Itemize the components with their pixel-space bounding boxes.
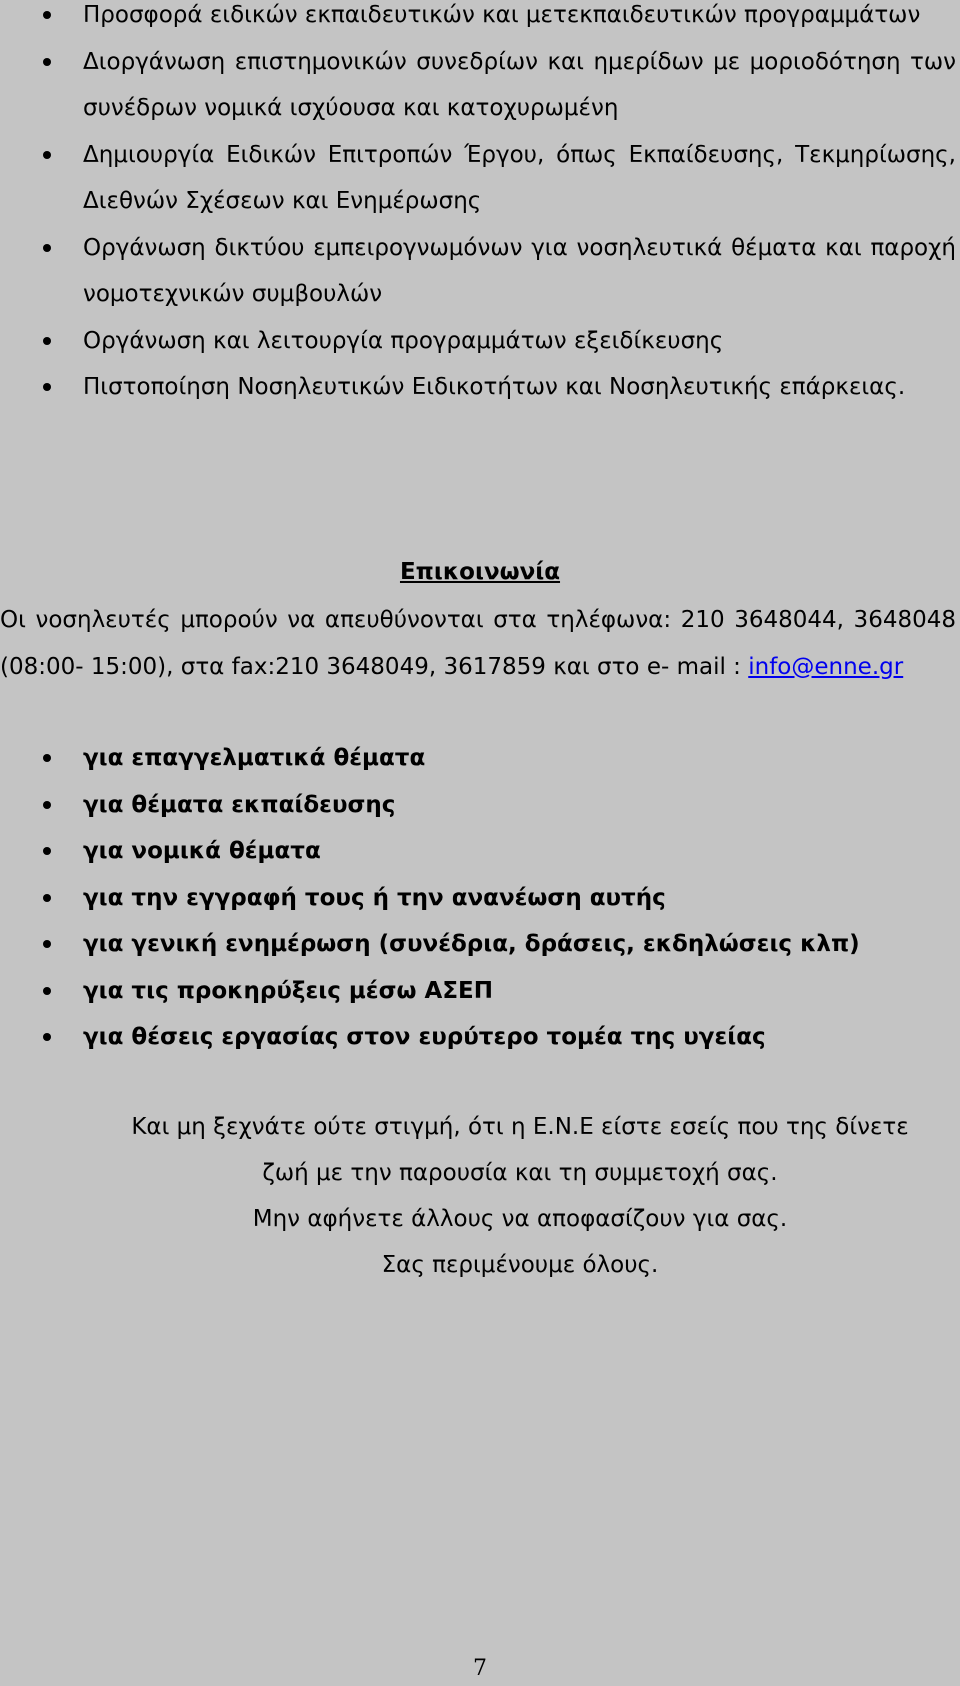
closing-line: Μην αφήνετε άλλους να αποφασίζουν για σας. [252, 1206, 788, 1232]
list-item: Προσφορά ειδικών εκπαιδευτικών και μετεκπαιδευτικών προγραμμάτων [0, 0, 960, 39]
list-item: για νομικά θέματα [0, 828, 960, 875]
list-item: για επαγγελματικά θέματα [0, 735, 960, 782]
closing-line: Και μη ξεχνάτε ούτε στιγμή, ότι η Ε.Ν.Ε είστε εσείς που της δίνετε [131, 1114, 909, 1140]
bullet-icon [40, 921, 54, 968]
bullet-icon [40, 875, 54, 922]
bullet-icon [40, 735, 54, 782]
services-list [0, 0, 960, 411]
bullet-icon [40, 318, 54, 365]
topics-list [0, 735, 960, 1061]
list-item: Διοργάνωση επιστημονικών συνεδρίων και ημερίδων με μοριοδότηση των συνέδρων νομικά ισχύουσα και κατοχυρωμένη [0, 39, 960, 132]
bullet-icon [40, 39, 54, 86]
list-item: Δημιουργία Ειδικών Επιτροπών Έργου, όπως Εκπαίδευσης, Τεκμηρίωσης, Διεθνών Σχέσεων και Ενημέρωσης [0, 132, 960, 225]
bullet-icon [40, 132, 54, 179]
closing-message [0, 1104, 960, 1288]
bullet-icon [40, 782, 54, 829]
list-item: Πιστοποίηση Νοσηλευτικών Ειδικοτήτων και Νοσηλευτικής επάρκειας. [0, 364, 960, 411]
contact-heading: Επικοινωνία [399, 559, 561, 585]
list-item: για γενική ενημέρωση (συνέδρια, δράσεις, εκδηλώσεις κλπ) [0, 921, 960, 968]
list-item: για θέσεις εργασίας στον ευρύτερο τομέα της υγείας [0, 1014, 960, 1061]
bullet-icon [40, 1014, 54, 1061]
bullet-icon [40, 225, 54, 272]
list-item: Οργάνωση και λειτουργία προγραμμάτων εξειδίκευσης [0, 318, 960, 365]
bullet-icon [40, 364, 54, 411]
page-number: 7 [473, 1656, 487, 1681]
list-item: για τις προκηρύξεις μέσω ΑΣΕΠ [0, 968, 960, 1015]
bullet-icon [40, 968, 54, 1015]
closing-line: Σας περιμένουμε όλους. [381, 1252, 659, 1278]
email-link[interactable]: info@enne.gr [748, 653, 904, 680]
list-item: για θέματα εκπαίδευσης [0, 782, 960, 829]
list-item: για την εγγραφή τους ή την ανανέωση αυτής [0, 875, 960, 922]
closing-line: ζωή με την παρουσία και τη συμμετοχή σας. [262, 1160, 778, 1186]
bullet-icon [40, 828, 54, 875]
bullet-icon [40, 0, 54, 39]
contact-paragraph [0, 597, 956, 690]
list-item: Οργάνωση δικτύου εμπειρογνωμόνων για νοσηλευτικά θέματα και παροχή νομοτεχνικών συμβουλών [0, 225, 960, 318]
contact-text: Οι νοσηλευτές μπορούν να απευθύνονται στα τηλέφωνα: 210 3648044, 3648048 (08:00- 15:00), στα fax:210 3648049, 3617859 και στο e- mail : [0, 607, 956, 680]
